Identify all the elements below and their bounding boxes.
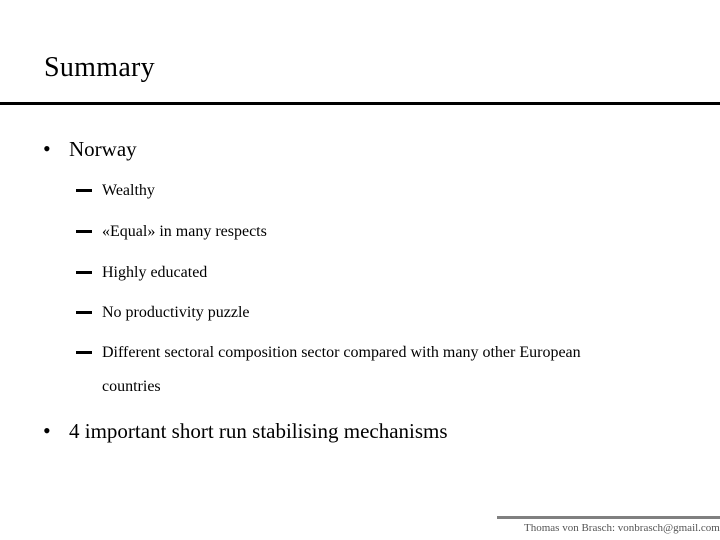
dash-icon xyxy=(76,189,92,192)
slide-title: Summary xyxy=(44,52,155,83)
sub-item-text: «Equal» in many respects xyxy=(102,223,267,240)
sub-item-text: Highly educated xyxy=(102,264,208,281)
dash-icon xyxy=(76,230,92,233)
dash-icon xyxy=(76,351,92,354)
bullet-text: Norway xyxy=(69,137,137,161)
dash-icon xyxy=(76,311,92,314)
bullet-dot-icon: • xyxy=(43,418,51,443)
title-divider xyxy=(0,102,720,105)
bullet-dot-icon: • xyxy=(43,136,51,161)
dash-icon xyxy=(76,271,92,274)
sub-item-continuation-text: countries xyxy=(102,378,161,395)
sub-item-text: Different sectoral composition sector compared with many other European xyxy=(102,344,581,361)
footer-divider xyxy=(497,516,720,519)
sub-item-text: Wealthy xyxy=(102,182,155,199)
sub-item-text: No productivity puzzle xyxy=(102,304,250,321)
bullet-text: 4 important short run stabilising mechanisms xyxy=(69,419,448,443)
footer-credit: Thomas von Brasch: vonbrasch@gmail.com xyxy=(524,522,720,534)
